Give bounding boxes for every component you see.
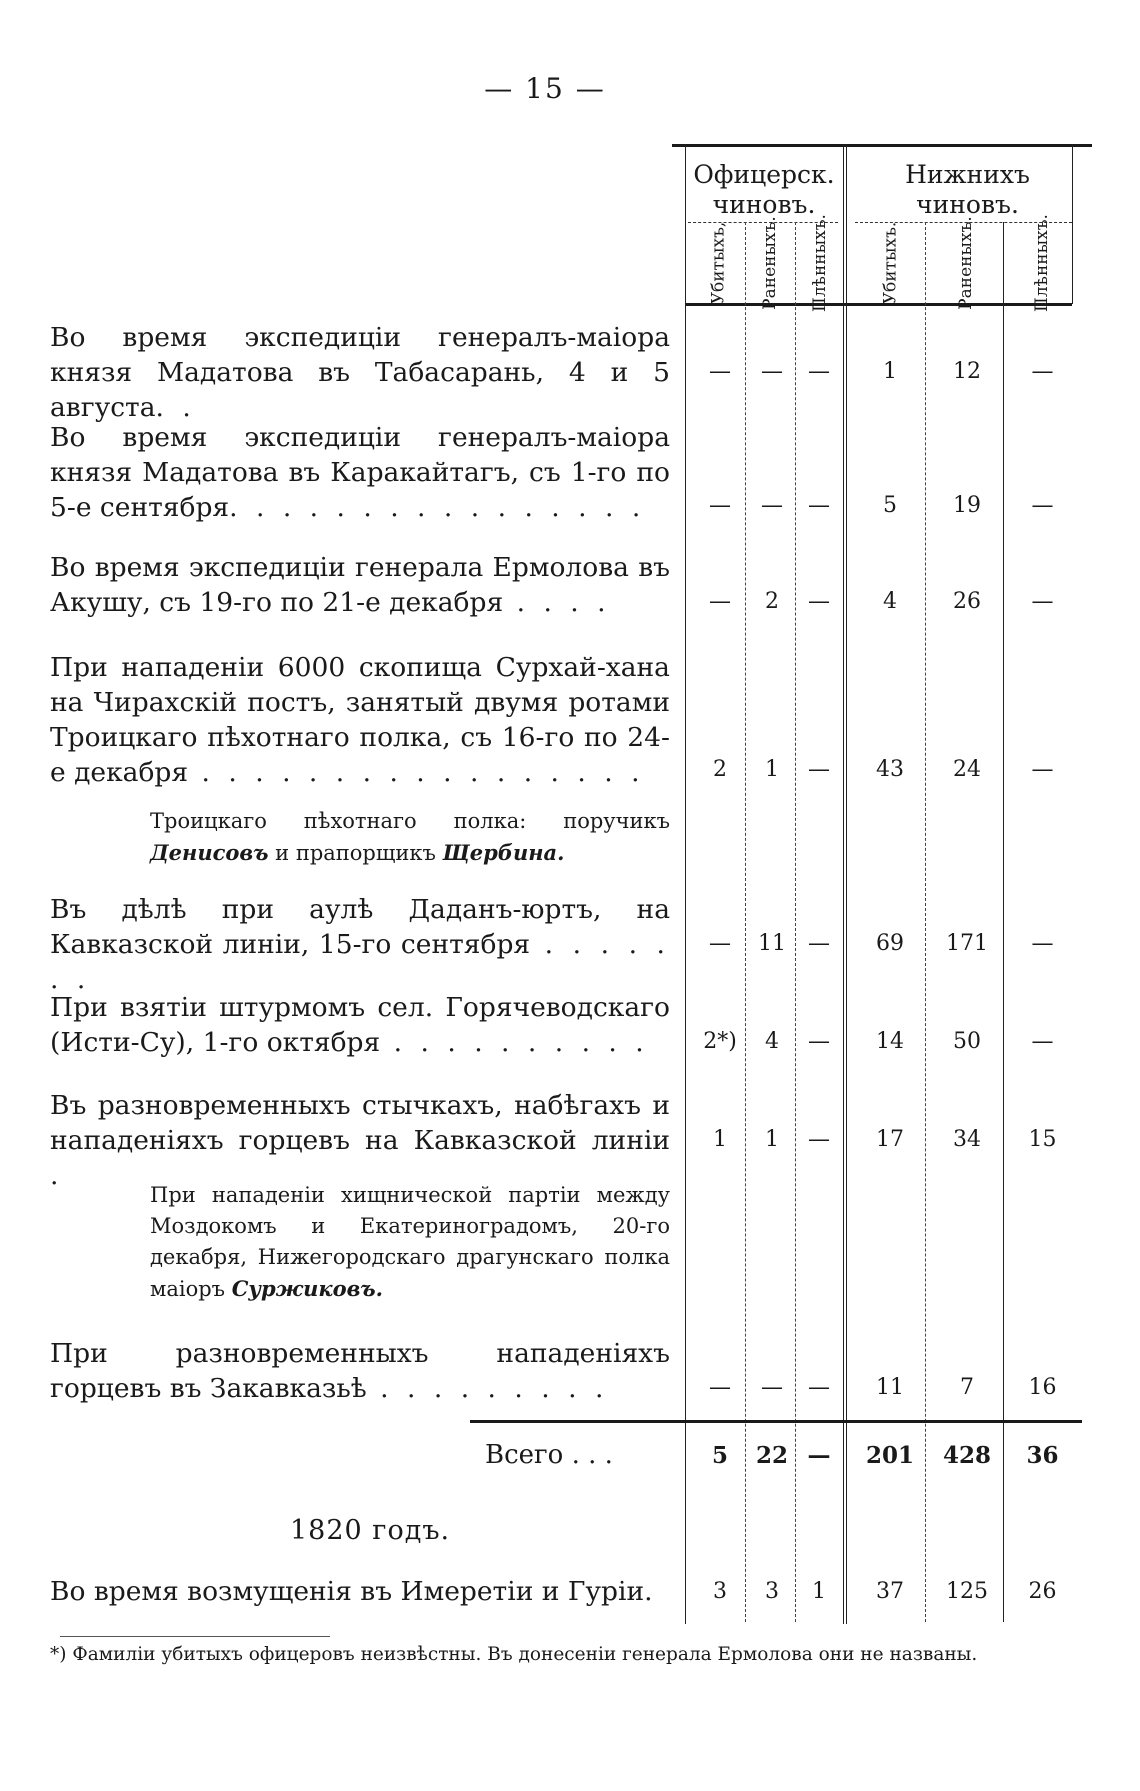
column-rule: [795, 222, 796, 1622]
cell: 22: [755, 1442, 788, 1469]
cell: —: [808, 931, 830, 956]
cell: 3: [713, 1579, 727, 1604]
cell: —: [1031, 931, 1054, 956]
row-description: При нападеніи 6000 скопища Сурхай-хана на Чирахскій постъ, занятый двумя ротами Троицкаго пѣхотнаго полка, съ 16-го по 24-е декабря . . . . . . . . . . . . . . . . .: [50, 652, 670, 788]
column-rule: [745, 222, 746, 1622]
cell: 4: [883, 589, 897, 614]
cell: —: [808, 359, 830, 384]
cell: 26: [1028, 1579, 1057, 1604]
cell: 2: [765, 589, 779, 614]
row-description: Въ дѣлѣ при аулѣ Даданъ-юртъ, на Кавказской линіи, 15-го сентября . . . . . . .: [50, 894, 670, 995]
cell: 1: [713, 1127, 727, 1152]
cell: —: [807, 1442, 831, 1469]
row-description: Во время экспедиціи генералъ-маіора князя Мадатова въ Каракайтагъ, съ 1-го по 5-е сентября. . . . . . . . . . . . . . . .: [50, 422, 670, 523]
row-description: При разновременныхъ нападеніяхъ горцевъ въ Закавказьѣ . . . . . . . . .: [50, 1338, 670, 1404]
cell: 12: [953, 359, 981, 384]
header-officers: Офицерск. чиновъ.: [693, 160, 835, 219]
cell: —: [1031, 493, 1054, 518]
cell: —: [761, 493, 783, 518]
header-col-killed-lower: Убитыхъ.: [880, 221, 900, 305]
cell: 24: [953, 757, 981, 782]
cell: 3: [765, 1579, 779, 1604]
cell: 50: [953, 1029, 981, 1054]
cell: 11: [876, 1375, 904, 1400]
row-description: Во время экспедиціи генералъ-маіора князя Мадатова въ Табасарань, 4 и 5 августа. .: [50, 322, 670, 423]
header-col-killed-officers: Убитыхъ,: [708, 221, 728, 305]
cell: —: [1031, 359, 1054, 384]
cell: —: [808, 1029, 830, 1054]
column-rule: [925, 222, 926, 1622]
cell: —: [709, 931, 731, 956]
cell: 201: [865, 1442, 914, 1469]
header-col-captured-officers: Плѣнныхъ.: [810, 214, 830, 312]
row-note: При нападеніи хищнической партіи между Моздокомъ и Екатериноградомъ, 20-го декабря, Нижегородскаго драгунскаго полка маіоръ Суржиковъ.: [150, 1183, 670, 1301]
cell: 19: [953, 493, 981, 518]
footnote: *) Фамиліи убитыхъ офицеровъ неизвѣстны. Въ донесеніи генерала Ермолова они не названы.: [50, 1644, 978, 1665]
cell: 36: [1026, 1442, 1059, 1469]
cell: 1: [765, 757, 779, 782]
header-lower-ranks: Нижнихъ чиновъ.: [905, 160, 1030, 219]
cell: —: [1031, 589, 1054, 614]
officer-name: Щербина.: [442, 840, 565, 865]
cell: 125: [946, 1579, 988, 1604]
cell: 1: [765, 1127, 779, 1152]
cell: 5: [711, 1442, 728, 1469]
cell: 1: [812, 1579, 826, 1604]
header-col-wounded-lower: Раненыхъ.: [956, 216, 977, 310]
cell: 171: [946, 931, 988, 956]
column-rule: [1003, 222, 1004, 1622]
row-description: Въ разновременныхъ стычкахъ, набѣгахъ и нападеніяхъ горцевъ на Кавказской линіи .: [50, 1090, 670, 1191]
total-rule: [470, 1420, 1082, 1423]
header-bottom-rule: [685, 303, 1072, 306]
cell: 14: [876, 1029, 904, 1054]
cell: 2: [713, 757, 727, 782]
cell: —: [761, 359, 783, 384]
officer-name: Суржиковъ.: [231, 1276, 383, 1301]
row-description: При взятіи штурмомъ сел. Горячеводскаго (Исти-Су), 1-го октября . . . . . . . . . .: [50, 992, 670, 1058]
total-label: Всего . . .: [485, 1440, 613, 1470]
column-rule: [685, 144, 686, 1624]
cell: 1: [883, 359, 897, 384]
cell: —: [761, 1375, 783, 1400]
cell: 15: [1028, 1127, 1057, 1152]
row-description: Во время экспедиціи генерала Ермолова въ Акушу, съ 19-го по 21-е декабря . . . .: [50, 552, 670, 618]
cell: —: [808, 493, 830, 518]
header-top-rule: [672, 144, 1092, 147]
cell: 34: [953, 1127, 981, 1152]
row-note: Троицкаго пѣхотнаго полка: поручикъ Денисовъ и прапорщикъ Щербина.: [150, 809, 670, 865]
cell: 4: [765, 1029, 779, 1054]
cell: 43: [876, 757, 904, 782]
cell: —: [808, 589, 830, 614]
cell: 16: [1028, 1375, 1057, 1400]
cell: 26: [953, 589, 981, 614]
year-heading: 1820 годъ.: [290, 1515, 451, 1546]
cell: —: [808, 1375, 830, 1400]
cell: 37: [876, 1579, 904, 1604]
cell: —: [808, 1127, 830, 1152]
cell: 428: [942, 1442, 991, 1469]
cell: 17: [876, 1127, 904, 1152]
cell: 2*): [703, 1029, 737, 1054]
cell: —: [1031, 757, 1054, 782]
cell: —: [709, 493, 731, 518]
row-description: Во время возмущенія въ Имеретіи и Гуріи.: [50, 1576, 653, 1607]
cell: —: [709, 359, 731, 384]
footnote-rule: [60, 1636, 330, 1637]
cell: 5: [883, 493, 897, 518]
cell: 7: [960, 1375, 974, 1400]
header-col-captured-lower: Плѣнныхъ.: [1032, 214, 1052, 312]
page-number: — 15 —: [484, 72, 606, 105]
header-col-wounded-officers: Раненыхъ.: [760, 216, 781, 310]
cell: —: [808, 757, 830, 782]
officer-name: Денисовъ: [150, 840, 269, 865]
cell: 69: [876, 931, 904, 956]
cell: —: [709, 589, 731, 614]
cell: —: [1031, 1029, 1054, 1054]
cell: —: [709, 1375, 731, 1400]
column-rule: [1072, 144, 1073, 304]
cell: 11: [758, 931, 786, 956]
